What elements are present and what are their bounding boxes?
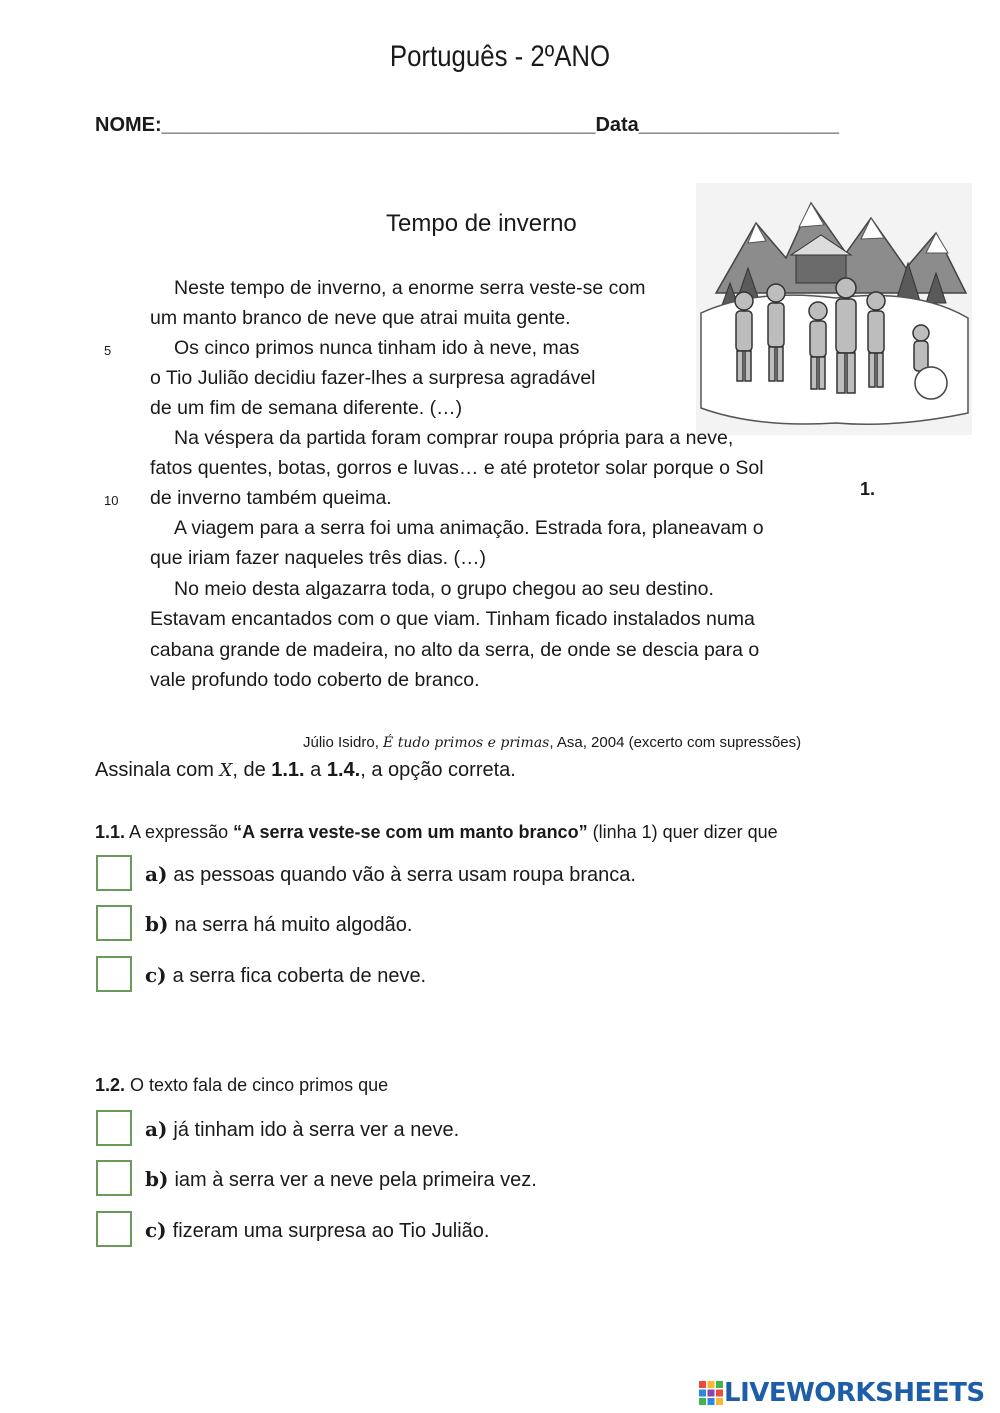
instruction <box>95 759 516 782</box>
answer-checkbox-1-2-c[interactable] <box>96 1211 132 1247</box>
text-line-4: o Tio Julião decidiu fazer-lhes a surpresa agradável <box>150 367 596 389</box>
option-1-1-a <box>145 862 636 887</box>
snow-mountain-family-illustration <box>696 183 972 435</box>
option-text: na serra há muito algodão. <box>174 914 413 936</box>
text-line-9: A viagem para a serra foi uma animação. Estrada fora, planeavam o <box>174 517 764 539</box>
text-line-5: de um fim de semana diferente. (…) <box>150 397 463 419</box>
instruction-part4: , a opção correta. <box>360 759 516 781</box>
text-line-2: um manto branco de neve que atrai muita gente. <box>150 307 571 329</box>
option-1-2-b <box>145 1167 537 1192</box>
instruction-to: 1.4. <box>326 759 361 781</box>
text-line-6: Na véspera da partida foram comprar roupa própria para a neve, <box>174 427 734 449</box>
side-number: 1. <box>860 479 876 499</box>
source-author: Júlio Isidro, <box>303 734 384 751</box>
option-text: a serra fica coberta de neve. <box>172 965 427 987</box>
answer-checkbox-1-1-c[interactable] <box>96 956 132 992</box>
question-prefix: A expressão <box>125 822 234 842</box>
question-number: 1.2. <box>95 1075 126 1095</box>
text-line-8: de inverno também queima. <box>150 487 392 509</box>
worksheet-title: Português - 2ºANO <box>389 40 611 73</box>
question-1-1 <box>95 822 778 843</box>
liveworksheets-logo <box>698 1378 985 1408</box>
option-1-2-a <box>145 1117 459 1142</box>
option-text: já tinham ido à serra ver a neve. <box>173 1119 460 1141</box>
line-number-5: 5 <box>104 343 112 358</box>
answer-checkbox-1-2-a[interactable] <box>96 1110 132 1146</box>
text-line-13: cabana grande de madeira, no alto da serra, de onde se descia para o <box>150 639 760 661</box>
liveworksheets-brand-text: LIVEWORKSHEETS <box>724 1378 985 1408</box>
option-letter: a) <box>145 862 168 886</box>
liveworksheets-logo-icon <box>698 1380 724 1406</box>
answer-checkbox-1-1-a[interactable] <box>96 855 132 891</box>
question-suffix: (linha 1) quer dizer que <box>587 822 778 842</box>
answer-checkbox-1-1-b[interactable] <box>96 905 132 941</box>
line-number-10: 10 <box>104 493 119 508</box>
option-text: iam à serra ver a neve pela primeira vez. <box>174 1169 537 1191</box>
option-1-1-b <box>145 912 412 937</box>
question-number: 1.1. <box>95 822 126 842</box>
text-line-11: No meio desta algazarra toda, o grupo chegou ao seu destino. <box>174 578 714 600</box>
name-date-line: NOME:_______________________________________Data__________________ <box>95 114 840 136</box>
option-letter: c) <box>145 963 167 987</box>
instruction-part1: Assinala com <box>95 759 220 781</box>
text-title: Tempo de inverno <box>386 210 577 237</box>
source-details: , Asa, 2004 (excerto com supressões) <box>549 734 802 751</box>
question-quote: “A serra veste-se com um manto branco” <box>233 822 588 842</box>
source-citation <box>303 734 801 751</box>
answer-checkbox-1-2-b[interactable] <box>96 1160 132 1196</box>
instruction-from: 1.1. <box>271 759 305 781</box>
option-letter: b) <box>145 912 169 936</box>
option-text: fizeram uma surpresa ao Tio Julião. <box>172 1220 490 1242</box>
instruction-mark: X <box>219 760 233 781</box>
instruction-part2: , de <box>232 759 272 781</box>
option-letter: a) <box>145 1117 168 1141</box>
source-book-title: É tudo primos e primas <box>383 735 550 751</box>
text-line-3: Os cinco primos nunca tinham ido à neve, mas <box>174 337 580 359</box>
option-letter: b) <box>145 1167 169 1191</box>
question-1-2 <box>95 1075 388 1096</box>
text-line-7: fatos quentes, botas, gorros e luvas… e até protetor solar porque o Sol <box>150 457 764 479</box>
text-line-10: que iriam fazer naqueles três dias. (…) <box>150 547 486 569</box>
option-text: as pessoas quando vão à serra usam roupa branca. <box>173 864 636 886</box>
option-1-2-c <box>145 1218 489 1243</box>
text-line-14: vale profundo todo coberto de branco. <box>150 669 480 691</box>
option-letter: c) <box>145 1218 167 1242</box>
option-1-1-c <box>145 963 426 988</box>
question-prefix: O texto fala de cinco primos que <box>125 1075 389 1095</box>
text-line-12: Estavam encantados com o que viam. Tinham ficado instalados numa <box>150 608 755 630</box>
instruction-part3: a <box>304 759 327 781</box>
text-line-1: Neste tempo de inverno, a enorme serra veste-se com <box>174 277 646 299</box>
